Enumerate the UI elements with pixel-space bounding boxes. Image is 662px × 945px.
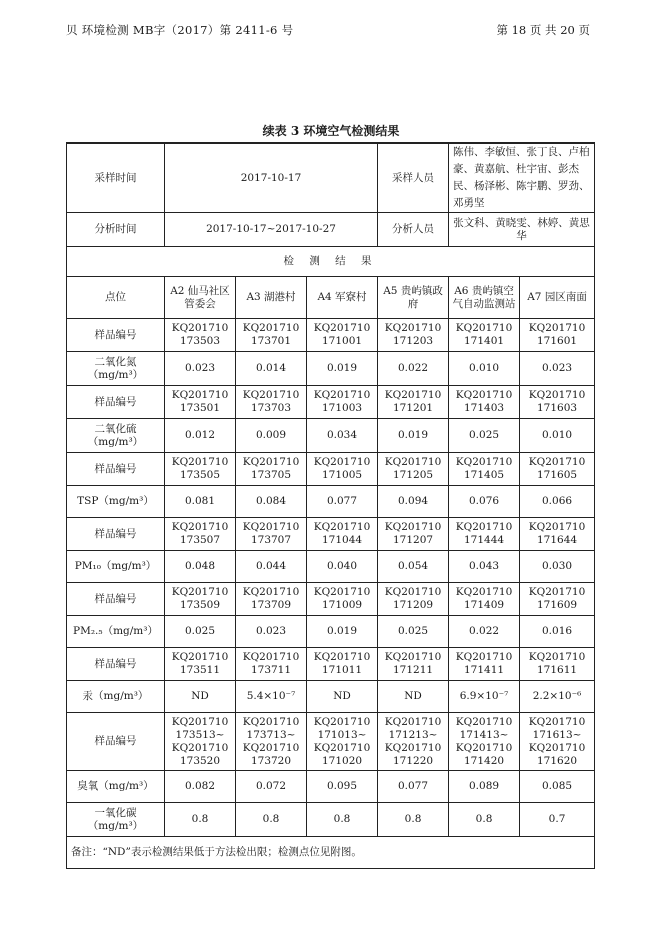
measurement-value: 0.019 bbox=[378, 419, 449, 453]
sample-id-cell: KQ201710 173701 bbox=[236, 319, 307, 352]
sample-id-cell: KQ201710 171211 bbox=[378, 648, 449, 681]
measurement-value: 0.025 bbox=[378, 616, 449, 648]
measurement-value: 0.8 bbox=[378, 803, 449, 837]
sample-id-cell: KQ201710 173507 bbox=[165, 518, 236, 551]
sample-id-cell: KQ201710 173703 bbox=[236, 386, 307, 419]
sample-id-row bbox=[67, 583, 595, 616]
measurement-value: 0.034 bbox=[307, 419, 378, 453]
sample-id-cell: KQ201710 173707 bbox=[236, 518, 307, 551]
measurement-value: 0.066 bbox=[520, 486, 595, 518]
sample-id-cell: KQ201710 171003 bbox=[307, 386, 378, 419]
sample-id-cell: KQ201710 171201 bbox=[378, 386, 449, 419]
measurement-value: 0.023 bbox=[165, 352, 236, 386]
measurement-value: 0.014 bbox=[236, 352, 307, 386]
note-row bbox=[67, 837, 595, 869]
analysis-time-value: 2017-10-17~2017-10-27 bbox=[165, 213, 378, 247]
measurement-value: 0.030 bbox=[520, 551, 595, 583]
sample-id-row bbox=[67, 648, 595, 681]
measurement-value: 0.094 bbox=[378, 486, 449, 518]
page-number: 第 18 页 共 20 页 bbox=[496, 23, 590, 37]
parameter-label: 汞（mg/m³） bbox=[67, 681, 165, 713]
measurement-value: 0.023 bbox=[520, 352, 595, 386]
sample-id-cell: KQ201710 173503 bbox=[165, 319, 236, 352]
sample-id-label: 样品编号 bbox=[67, 319, 165, 352]
measurement-row bbox=[67, 681, 595, 713]
sample-id-cell: KQ201710 171013~ KQ201710 171020 bbox=[307, 713, 378, 771]
analysis-row bbox=[67, 213, 595, 247]
parameter-label bbox=[67, 352, 165, 386]
measurement-row bbox=[67, 486, 595, 518]
measurement-value: 0.043 bbox=[449, 551, 520, 583]
measurement-value: 0.8 bbox=[307, 803, 378, 837]
sample-id-row bbox=[67, 319, 595, 352]
sample-id-cell: KQ201710 173505 bbox=[165, 453, 236, 486]
measurement-value: 0.009 bbox=[236, 419, 307, 453]
sample-id-cell: KQ201710 171444 bbox=[449, 518, 520, 551]
measurement-value: 0.025 bbox=[165, 616, 236, 648]
measurement-value: 0.012 bbox=[165, 419, 236, 453]
measurement-value: ND bbox=[165, 681, 236, 713]
analyst-label: 分析人员 bbox=[378, 213, 449, 247]
measurement-value: 0.072 bbox=[236, 771, 307, 803]
sampling-time-value: 2017-10-17 bbox=[165, 143, 378, 213]
measurement-row bbox=[67, 551, 595, 583]
sample-id-cell: KQ201710 171413~ KQ201710 171420 bbox=[449, 713, 520, 771]
measurement-value: 0.016 bbox=[520, 616, 595, 648]
sample-id-label: 样品编号 bbox=[67, 583, 165, 616]
points-header-row bbox=[67, 277, 595, 319]
analysis-time-label: 分析时间 bbox=[67, 213, 165, 247]
point-header: A3 湖港村 bbox=[236, 277, 307, 319]
measurement-row bbox=[67, 616, 595, 648]
sample-id-cell: KQ201710 171011 bbox=[307, 648, 378, 681]
sample-id-cell: KQ201710 171213~ KQ201710 171220 bbox=[378, 713, 449, 771]
sample-id-cell: KQ201710 173713~ KQ201710 173720 bbox=[236, 713, 307, 771]
sample-id-cell: KQ201710 171009 bbox=[307, 583, 378, 616]
results-title-row bbox=[67, 247, 595, 277]
sample-id-cell: KQ201710 173511 bbox=[165, 648, 236, 681]
sample-id-cell: KQ201710 171205 bbox=[378, 453, 449, 486]
parameter-name: 二氧化氮 bbox=[94, 355, 137, 368]
results-title: 检 测 结 果 bbox=[67, 247, 595, 277]
analysts-value: 张文科、黄晓雯、林婷、黄思华 bbox=[449, 213, 595, 247]
sample-id-label: 样品编号 bbox=[67, 518, 165, 551]
measurement-value: 0.025 bbox=[449, 419, 520, 453]
sample-id-label: 样品编号 bbox=[67, 713, 165, 771]
measurement-value: 0.095 bbox=[307, 771, 378, 803]
sample-id-cell: KQ201710 171644 bbox=[520, 518, 595, 551]
parameter-name: 一氧化碳 bbox=[94, 806, 137, 819]
measurement-value: 0.023 bbox=[236, 616, 307, 648]
measurement-value: 0.082 bbox=[165, 771, 236, 803]
measurement-value: 2.2×10⁻⁶ bbox=[520, 681, 595, 713]
measurement-value: ND bbox=[378, 681, 449, 713]
sample-id-cell: KQ201710 173709 bbox=[236, 583, 307, 616]
parameter-label: PM₁₀（mg/m³） bbox=[67, 551, 165, 583]
sample-id-label: 样品编号 bbox=[67, 453, 165, 486]
measurement-value: 0.010 bbox=[520, 419, 595, 453]
measurement-value: 0.022 bbox=[378, 352, 449, 386]
measurement-value: 0.022 bbox=[449, 616, 520, 648]
sample-id-cell: KQ201710 173711 bbox=[236, 648, 307, 681]
measurement-value: 5.4×10⁻⁷ bbox=[236, 681, 307, 713]
measurement-value: 0.8 bbox=[449, 803, 520, 837]
sample-id-cell: KQ201710 171203 bbox=[378, 319, 449, 352]
table-caption: 续表 3 环境空气检测结果 bbox=[262, 124, 400, 138]
parameter-label: TSP（mg/m³） bbox=[67, 486, 165, 518]
sample-id-cell: KQ201710 171601 bbox=[520, 319, 595, 352]
measurement-value: 0.044 bbox=[236, 551, 307, 583]
measurement-value: 0.077 bbox=[307, 486, 378, 518]
samplers-value: 陈伟、李敏恒、张丁良、卢柏豪、黄嘉航、杜宇宙、彭杰民、杨泽彬、陈宇鹏、罗劲、邓勇坚 bbox=[449, 143, 595, 213]
point-header: A5 贵屿镇政府 bbox=[378, 277, 449, 319]
measurement-value: 0.019 bbox=[307, 352, 378, 386]
point-header: A4 军寮村 bbox=[307, 277, 378, 319]
point-header: A2 仙马社区管委会 bbox=[165, 277, 236, 319]
measurement-value: 0.048 bbox=[165, 551, 236, 583]
sample-id-cell: KQ201710 171401 bbox=[449, 319, 520, 352]
sample-id-cell: KQ201710 171603 bbox=[520, 386, 595, 419]
point-header: A6 贵屿镇空气自动监测站 bbox=[449, 277, 520, 319]
point-label: 点位 bbox=[67, 277, 165, 319]
sample-id-cell: KQ201710 171403 bbox=[449, 386, 520, 419]
measurement-value: 0.077 bbox=[378, 771, 449, 803]
measurement-value: 0.040 bbox=[307, 551, 378, 583]
parameter-label: 臭氧（mg/m³） bbox=[67, 771, 165, 803]
sample-id-cell: KQ201710 173513~ KQ201710 173520 bbox=[165, 713, 236, 771]
sample-id-cell: KQ201710 171409 bbox=[449, 583, 520, 616]
parameter-unit: （mg/m³） bbox=[87, 819, 144, 832]
sample-id-label: 样品编号 bbox=[67, 648, 165, 681]
sample-id-row bbox=[67, 453, 595, 486]
measurement-value: 0.054 bbox=[378, 551, 449, 583]
measurement-value: 0.019 bbox=[307, 616, 378, 648]
sample-id-row bbox=[67, 518, 595, 551]
sample-id-label: 样品编号 bbox=[67, 386, 165, 419]
measurement-value: 0.089 bbox=[449, 771, 520, 803]
measurement-value: 0.010 bbox=[449, 352, 520, 386]
measurement-value: ND bbox=[307, 681, 378, 713]
sample-id-cell: KQ201710 173501 bbox=[165, 386, 236, 419]
measurement-value: 0.8 bbox=[236, 803, 307, 837]
parameter-label: PM₂.₅（mg/m³） bbox=[67, 616, 165, 648]
measurement-row bbox=[67, 419, 595, 453]
measurement-value: 0.076 bbox=[449, 486, 520, 518]
sample-id-cell: KQ201710 171044 bbox=[307, 518, 378, 551]
measurement-value: 6.9×10⁻⁷ bbox=[449, 681, 520, 713]
sample-id-cell: KQ201710 171207 bbox=[378, 518, 449, 551]
sampling-time-label: 采样时间 bbox=[67, 143, 165, 213]
parameter-name: 二氧化硫 bbox=[94, 422, 137, 435]
measurement-row bbox=[67, 771, 595, 803]
sample-id-cell: KQ201710 171411 bbox=[449, 648, 520, 681]
sample-id-cell: KQ201710 173509 bbox=[165, 583, 236, 616]
sample-id-cell: KQ201710 171405 bbox=[449, 453, 520, 486]
sample-id-cell: KQ201710 171609 bbox=[520, 583, 595, 616]
sample-id-cell: KQ201710 171611 bbox=[520, 648, 595, 681]
parameter-label bbox=[67, 803, 165, 837]
parameter-unit: （mg/m³） bbox=[87, 368, 144, 381]
sample-id-row bbox=[67, 713, 595, 771]
sample-id-row bbox=[67, 386, 595, 419]
report-header-left: 贝 环境检测 MB字（2017）第 2411-6 号 bbox=[66, 23, 294, 37]
sample-id-cell: KQ201710 171209 bbox=[378, 583, 449, 616]
measurement-value: 0.084 bbox=[236, 486, 307, 518]
air-quality-results-table bbox=[66, 142, 595, 869]
sample-id-cell: KQ201710 171605 bbox=[520, 453, 595, 486]
sampler-label: 采样人员 bbox=[378, 143, 449, 213]
sample-id-cell: KQ201710 171005 bbox=[307, 453, 378, 486]
measurement-value: 0.7 bbox=[520, 803, 595, 837]
sampling-row bbox=[67, 143, 595, 213]
measurement-value: 0.081 bbox=[165, 486, 236, 518]
sample-id-cell: KQ201710 171001 bbox=[307, 319, 378, 352]
measurement-row bbox=[67, 803, 595, 837]
measurement-value: 0.8 bbox=[165, 803, 236, 837]
measurement-row bbox=[67, 352, 595, 386]
sample-id-cell: KQ201710 173705 bbox=[236, 453, 307, 486]
sample-id-cell: KQ201710 171613~ KQ201710 171620 bbox=[520, 713, 595, 771]
point-header: A7 园区南面 bbox=[520, 277, 595, 319]
table-note: 备注：“ND”表示检测结果低于方法检出限；检测点位见附图。 bbox=[67, 837, 595, 869]
parameter-label bbox=[67, 419, 165, 453]
parameter-unit: （mg/m³） bbox=[87, 435, 144, 448]
measurement-value: 0.085 bbox=[520, 771, 595, 803]
